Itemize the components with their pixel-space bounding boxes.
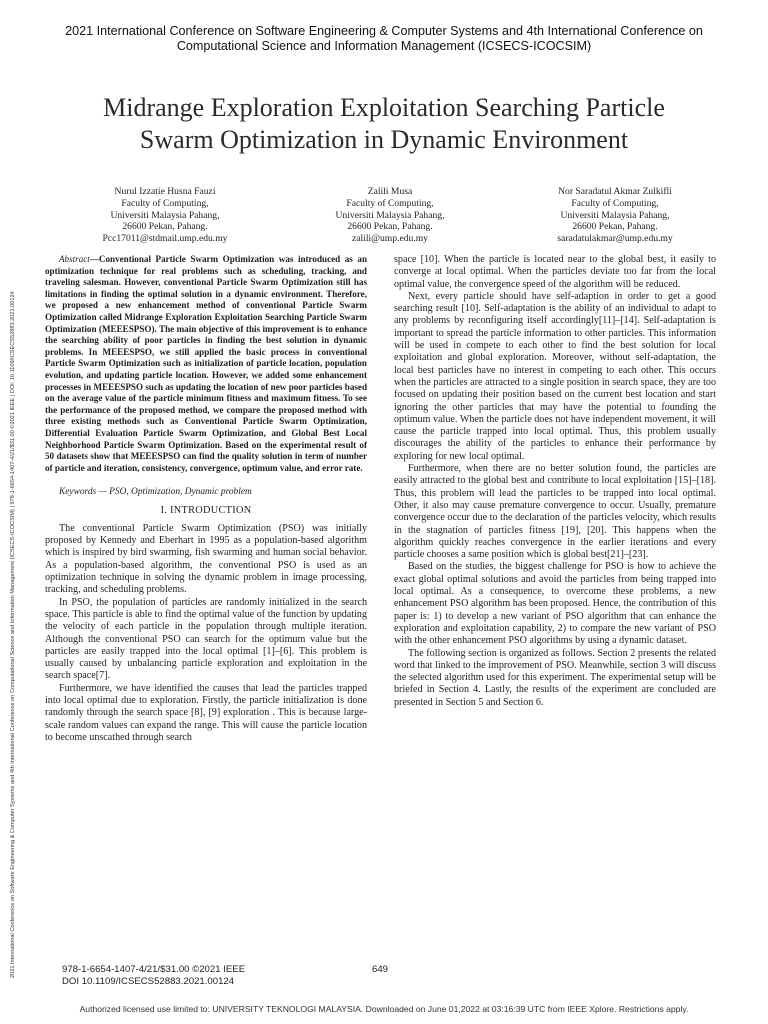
abstract-text: —Conventional Particle Swarm Optimization was introduced as an optimization technique for real problems such as scheduling, tracking, and traveling salesman. However, conventional Particle Swarm Optimization still has limitations in finding the optimal solution in a dynamic environment. Therefore, we proposed a new enhancement method of conventional Particle Swarm Optimization called Midrange Exploration Exploitation Searching Particle Swarm Optimization (MEEESPSO). The main objective of this improvement is to enhance the searching ability of poor particles in finding the best solution in dynamic problems. In MEEESPSO, we still applied the basic process in conventional Particle Swarm Optimization such as initialization of particle location, population evolution, and updating particle location. However, we added some enhancement processes in MEEESPSO such as updating the location of new poor particles based on the average value of the particle minimum fitness and maximum fitness. To see the performance of the proposed method, we compare the proposed method with three existing methods such as Conventional Particle Swarm Optimization, Differential Evaluation Particle Swarm Optimization, and Global Best Local Neighborhood Particle Swarm Optimization. Based on the experimental result of 50 datasets show that MEEESPSO can find the quality solution in term of number of particle and iteration, consistency, convergence, optimum value, and error rate. <box>45 254 367 473</box>
author-email: saradatulakmar@ump.edu.my <box>557 233 673 245</box>
authorized-use-notice: Authorized licensed use limited to: UNIVERSITY TEKNOLOGI MALAYSIA. Downloaded on June 01,2022 at 03:16:39 UTC from IEEE Xplore. Restrictions apply. <box>79 1004 689 1014</box>
paragraph: The following section is organized as follows. Section 2 presents the related word that linked to the improvement of PSO. Meanwhile, section 3 will discuss the selected algorithm used for this experiment. The experimental setup will be briefed in Section 4. Lastly, the results of the experiment are concluded are presented in Section 5 and Section 6. <box>394 647 716 708</box>
footer-doi: DOI 10.1109/ICSECS52883.2021.00124 <box>62 975 235 987</box>
right-column <box>394 254 716 709</box>
keywords: Keywords — PSO, Optimization, Dynamic problem <box>59 487 252 498</box>
page-number: 649 <box>372 964 389 975</box>
author-email: zalili@ump.edu.my <box>352 233 428 245</box>
abstract <box>45 254 367 474</box>
author-addr: 26600 Pekan, Pahang. <box>572 221 658 233</box>
author-addr: 26600 Pekan, Pahang. <box>347 221 433 233</box>
paragraph: space [10]. When the particle is located near to the global best, it easily to converge at local optimal. When the particles deviate too far from the local optimal value, the convergence speed of the algorithm will be reduced. <box>394 254 716 290</box>
paper-title: Midrange Exploration Exploitation Searching Particle Swarm Optimization in Dynamic Environment <box>103 93 665 154</box>
author-name: Nor Saradatul Akmar Zulkifli <box>558 186 672 197</box>
paragraph: Furthermore, we have identified the causes that lead the particles trapped into local optimal due to exploration. Firstly, the particle initialization is done randomly through the search space [8], [9] exploration . This is because large-scale random values can expand the range. This will cause the particle location to become unscathed through search <box>45 682 367 743</box>
paragraph: Furthermore, when there are no better solution found, the particles are easily attracted to the global best and contribute to local exploitation [15]–[18]. Thus, this problem will lead the particles to be trapped into local optimal. Other, it also may cause premature convergence to occur. Usually, premature convergence occur due to the declaration of the particles velocity, which results in the stagnation of particles fitness [19], [20]. This happens when the algorithm quickly reaches convergence in the earlier iterations and every particle chooses a same position which is global best[21]–[23]. <box>394 463 716 561</box>
section-heading: I. INTRODUCTION <box>160 504 252 516</box>
author-addr: 26600 Pekan, Pahang. <box>122 221 208 233</box>
paragraph: Next, every particle should have self-adaption in order to get a good searching result [10]. Self-adaptation is the ability of an individual to adapt to any problems by reconfiguring itself accordingly[11]–[14]. Self-adaptation is important to spread the particle information to other particles. This information will be used in compete to each other to find the best solution for local exploitation and global exploration. Moreover, without self-adaptation, the local best particles have no interest in competing to each other. This occurs when the particles are attracted to a single position in search space, they are too focused on updating their position based on the current best location and start ignoring the other particles that may have the potential to founding the optimum value. When the particle does not have independent movement, it will cause the particle trapped into local optimal. Thus, this problem usually discourages the ability of the particles to enhance their performance by exploring for new local optimal. <box>394 290 716 462</box>
side-citation-text: 2021 International Conference on Software Engineering & Computer Systems and 4th International Conference on Computational Science and Information Management (ICSECS-ICOCSIM) | 978-1-6654-1407-4/21/$31.00 ©2021 IEEE | DOI: 10.1109/ICSECS52883.2021.00124 <box>10 291 16 978</box>
abstract-label: Abstract <box>59 254 90 264</box>
footer-isbn: 978-1-6654-1407-4/21/$31.00 ©2021 IEEE <box>62 964 246 975</box>
author-name: Nurul Izzatie Husna Fauzi <box>114 186 216 197</box>
author-name: Zalili Musa <box>367 186 413 197</box>
conference-line-2: Computational Science and Information Management (ICSECS-ICOCSIM) <box>176 38 592 53</box>
paragraph: In PSO, the population of particles are randomly initialized in the search space. This particle is able to find the optimal value of the function by updating the velocity of each particle in the population through multiple iteration. Although the conventional PSO can search for the optimum value but the particles are easily trapped into the local optimal [1]–[6]. This problem is usually caused by unbalancing particle exploration and exploitation in the search space[7]. <box>45 596 367 682</box>
author-3 <box>510 186 720 245</box>
author-2 <box>285 186 495 245</box>
paragraph: Based on the studies, the biggest challenge for PSO is how to achieve the exact global optimal solutions and avoid the particles from being trapped into local optimal. As a consequence, to overcome these problems, a new enhancement PSO algorithm has been proposed. Hence, the contribution of this paper is: 1) to develop a new variant of PSO algorithm that can enhance the exploration and exploitation capability, 2) to compare the new variant of PSO with the other enhancement PSO algorithms by using a dynamic dataset. <box>394 561 716 647</box>
author-email: Pcc17011@stdmail.ump.edu.my <box>102 233 228 245</box>
author-dept: Faculty of Computing, <box>121 197 209 209</box>
author-dept: Faculty of Computing, <box>571 197 659 209</box>
paragraph: The conventional Particle Swarm Optimization (PSO) was initially proposed by Kennedy and Eberhart in 1995 as a population-based algorithm which is inspired by bird swarming, fish swarming and human social behavior. As a population-based algorithm, the conventional PSO is used as an optimization technique in solving the dynamic problem in image processing, tracking, and scheduling problems. <box>45 522 367 596</box>
author-univ: Universiti Malaysia Pahang, <box>335 209 445 221</box>
author-univ: Universiti Malaysia Pahang, <box>560 209 670 221</box>
author-block <box>60 186 720 246</box>
author-univ: Universiti Malaysia Pahang, <box>110 209 220 221</box>
left-column <box>45 254 367 744</box>
footer-info <box>62 964 245 987</box>
author-1 <box>60 186 270 245</box>
author-dept: Faculty of Computing, <box>346 197 434 209</box>
conference-line-1: 2021 International Conference on Software Engineering & Computer Systems and 4th International Conference on <box>65 24 703 38</box>
conference-header <box>40 24 728 53</box>
side-citation <box>10 78 22 978</box>
